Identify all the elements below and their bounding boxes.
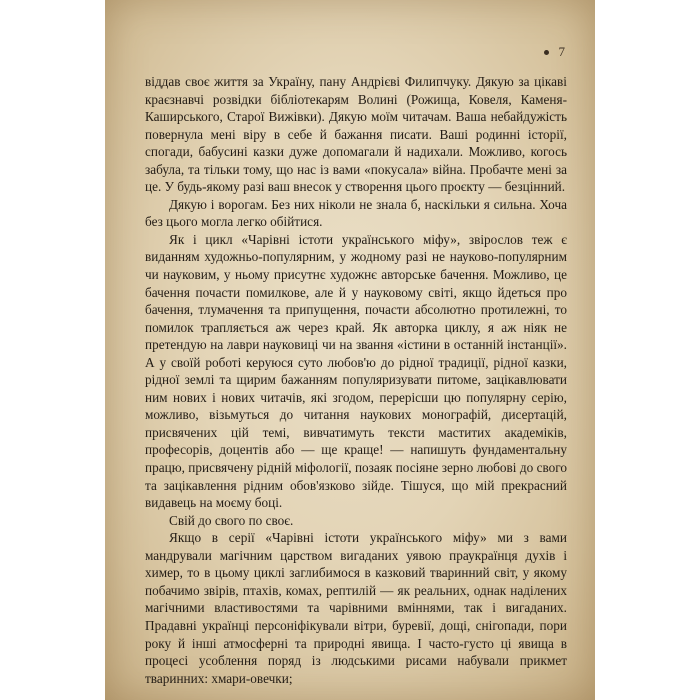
body-text [145, 73, 567, 687]
paragraph: Як і цикл «Чарівні істоти українського міфу», звірослов теж є виданням художньо-популярним, у жодному разі не науково-популярним чи науковим, у ньому присутнє художнє авторське бачення. Можливо, це бачення почасти помилкове, але й у науковому світі, якщо йдеться про бачення, тлумачення та припущення, почасти абсолютно протилежні, то помилок трапляється аж через край. Як авторка циклу, я аж ніяк не претендую на лаври науковиці чи на звання «істини в останній інстанції». А у своїй роботі керуюся суто любов'ю до рідної традиції, рідної казки, рідної землі та щирим бажанням популяризувати питоме, зацікавлювати ним нових і нових читачів, які згодом, перерісши цю популярну серію, можливо, візьмуться до читання наукових монографій, дисертацій, присвячених цій темі, вивчатимуть тексти маститих академіків, професорів, доцентів або — ще краще! — напишуть фундаментальну працю, присвячену рідній міфології, позаяк посіяне зерно любові до свого та зацікавлення рідним обов'язково зійде. Тішуся, що мій прекрасний видавець на моєму боці. [145, 231, 567, 511]
paragraph: Свій до свого по своє. [169, 512, 294, 528]
paragraph: віддав своє життя за Україну, пану Андрієві Филипчуку. Дякую за цікаві краєзнавчі розвідки бібліотекарям Волині (Рожища, Ковеля, Каменя-Каширського, Старої Вижівки). Дякую моїм читачам. Ваша небайдужість повернула мені віру в себе й бажання писати. Ваші родинні історії, спогади, бабусині казки дуже допомагали й надихали. Можливо, когось забула, та тільки тому, що нас із вами «покусала» війна. Пробачте мені за це. У будь-якому разі ваш внесок у створення цього проєкту — безцінний. [145, 74, 567, 195]
book-page [105, 0, 595, 700]
page-header [544, 44, 566, 60]
paragraph: Якщо в серії «Чарівні істоти українського міфу» ми з вами мандрували магічним царством вигаданих уявою праукраїнця духів і химер, то в цьому циклі заглибимося в казковий тваринний світ, у якому побачимо звірів, птахів, комах, рептилій — як реальних, однак наділених магічними властивостями та чарівними вміннями, так і вигаданих. Прадавні українці персоніфікували вітри, буревії, дощі, снігопади, пори року й інші атмосферні та природні явища. І часто-густо ці явища в процесі усоблення поряд із людськими рисами набували прикмет тваринних: хмари-овечки; [145, 530, 567, 686]
bullet-icon [544, 50, 549, 55]
paragraph: Дякую і ворогам. Без них ніколи не знала б, наскільки я сильна. Хоча без цього могла легко обійтися. [145, 196, 567, 230]
page-number: 7 [558, 44, 565, 59]
